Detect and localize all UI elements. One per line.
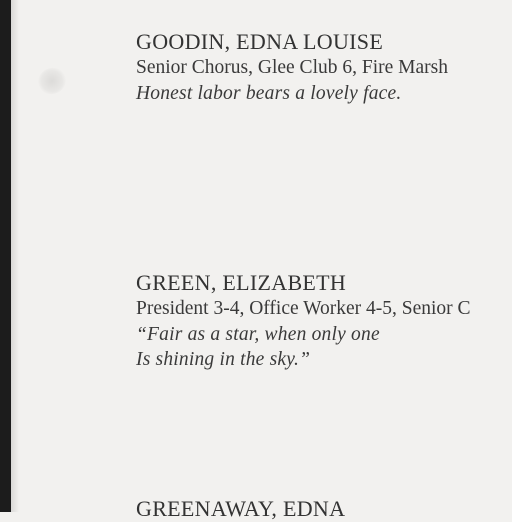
paper-blemish [34,63,70,98]
student-entry [136,270,471,372]
student-entry [136,29,448,106]
student-quote-line: Is shining in the sky.” [136,349,311,370]
student-entry [136,496,345,522]
student-name: GREEN, ELIZABETH [136,270,347,295]
student-quote-line: “Fair as a star, when only one [136,324,380,345]
student-quote-line: Honest labor bears a lovely face. [136,83,402,104]
student-name: GOODIN, EDNA LOUISE [136,29,384,54]
student-name: GREENAWAY, EDNA [136,496,346,521]
page-spine-shadow [0,0,11,512]
student-activities: Senior Chorus, Glee Club 6, Fire Marsh [136,57,448,78]
student-activities: President 3-4, Office Worker 4-5, Senior C [136,298,471,319]
page-gutter [11,0,19,512]
